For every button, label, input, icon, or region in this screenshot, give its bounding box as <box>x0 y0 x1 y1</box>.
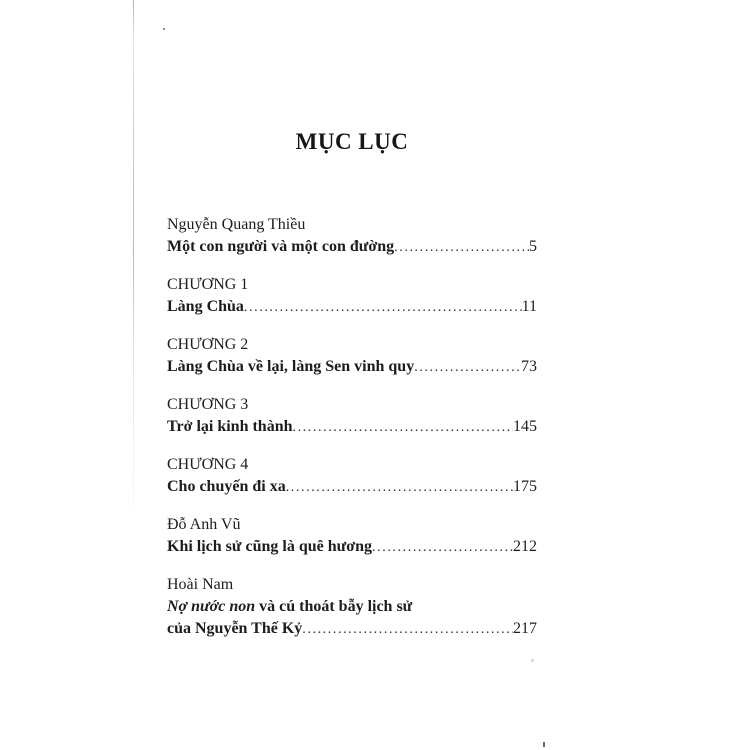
entry-heading: CHƯƠNG 2 <box>167 336 249 353</box>
page-number: 145 <box>513 418 537 435</box>
toc-entry <box>167 454 537 499</box>
toc-entry <box>167 394 537 439</box>
page-number: 212 <box>513 538 537 555</box>
page-title: MỤC LỤC <box>295 129 409 154</box>
dot-leader <box>414 356 521 379</box>
entry-title: Cho chuyến đi xa <box>167 478 286 495</box>
entry-title: và cú thoát bẫy lịch sử <box>259 598 413 615</box>
entry-heading: CHƯƠNG 3 <box>167 396 249 413</box>
toc-entries <box>167 214 537 641</box>
page-number: 73 <box>521 358 537 375</box>
page-number: 5 <box>529 238 537 255</box>
entry-title: Làng Chùa <box>167 298 244 315</box>
scan-speck <box>531 659 534 662</box>
entry-heading: Đỗ Anh Vũ <box>167 516 241 533</box>
entry-heading: CHƯƠNG 4 <box>167 456 249 473</box>
entry-title: Trở lại kinh thành <box>167 418 293 435</box>
page-gutter-shadow <box>133 0 134 528</box>
dot-leader <box>286 476 513 499</box>
scan-speck <box>163 28 165 30</box>
dot-leader <box>394 236 529 259</box>
entry-title-line <box>167 476 537 499</box>
entry-heading: Hoài Nam <box>167 576 234 593</box>
dot-leader <box>244 296 522 319</box>
dot-leader <box>372 536 513 559</box>
entry-heading: CHƯƠNG 1 <box>167 276 249 293</box>
entry-title: Khi lịch sử cũng là quê hương <box>167 538 373 555</box>
page-number: 217 <box>513 620 537 637</box>
entry-title-line <box>167 296 537 319</box>
entry-title-line <box>167 596 537 618</box>
entry-title-continued: của Nguyễn Thế Kỷ <box>167 620 303 637</box>
entry-title-line-2 <box>167 618 537 641</box>
entry-title-line <box>167 356 537 379</box>
entry-title-line <box>167 536 537 559</box>
toc-entry <box>167 214 537 259</box>
entry-title-line <box>167 416 537 439</box>
page-number: 175 <box>513 478 537 495</box>
entry-heading: Nguyễn Quang Thiều <box>167 216 306 233</box>
scan-speck <box>543 742 545 747</box>
toc-entry <box>167 334 537 379</box>
toc-entry <box>167 274 537 319</box>
entry-title: Làng Chùa về lại, làng Sen vinh quy <box>167 358 415 375</box>
dot-leader <box>293 416 514 439</box>
toc-entry <box>167 514 537 559</box>
entry-title-italic: Nợ nước non <box>167 598 256 615</box>
page-number: 11 <box>521 298 537 315</box>
table-of-contents <box>167 127 537 656</box>
entry-title-line <box>167 236 537 259</box>
dot-leader <box>302 618 513 641</box>
entry-title: Một con người và một con đường <box>167 238 395 255</box>
toc-entry <box>167 574 537 641</box>
